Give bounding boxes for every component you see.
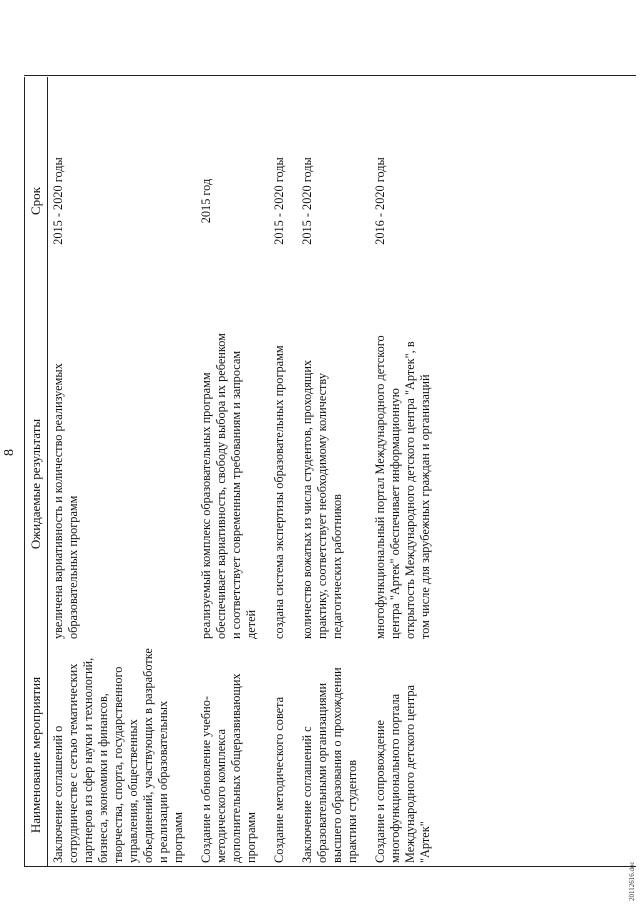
table-row: [297, 77, 370, 867]
expected-result: количество вожатых из числа студентов, проходящих практику, соответствует необходимому количеству педагогических работников: [300, 359, 344, 639]
term: 2016 - 2020 годы: [373, 157, 387, 245]
activity-name: Создание и сопровождение многофункционального портала Международного детского центра "Артек": [373, 685, 432, 863]
expected-result: увеличена вариативность и количество реализуемых образовательных программ: [51, 363, 80, 639]
activities-table: [24, 77, 443, 867]
activity-name: Заключение соглашений о сотрудничестве с сетью тематических партнеров из сфер науки и технологий, бизнеса, экономики и финансов, творчества, спорта, государственного управления, общественных объединений, участвующих в разработке и реализации образовательных программ: [51, 648, 185, 863]
expected-result: реализуемый комплекс образовательных программ обеспечивает вариативность, свободу выбора их ребенком и соответствует современным требованиям и запросам детей: [199, 333, 258, 639]
header-name: Наименование мероприятия: [25, 643, 48, 867]
page-number: 8: [2, 449, 17, 456]
expected-result: многофункциональный портал Международного детского центра "Артек" обеспечивает информационную открытость Международного детского центра "Артек", в том числе для зарубежных граждан и организаций: [373, 335, 432, 639]
activity-name: Создание методического совета: [272, 696, 286, 863]
table-header-row: [25, 77, 48, 867]
table-row: [269, 77, 297, 867]
expected-result: создана система экспертизы образовательных программ: [272, 345, 286, 639]
header-results: Ожидаемые результаты: [25, 325, 48, 643]
activity-name: Создание и обновление учебно-методического комплекса дополнительных общеразвивающих программ: [199, 673, 258, 863]
table-row: [196, 77, 269, 867]
term: 2015 - 2020 годы: [51, 157, 65, 245]
header-term: Срок: [25, 77, 48, 325]
term: 2015 - 2020 годы: [300, 157, 314, 245]
activity-name: Заключение соглашений с образовательными организациями высшего образования о прохождении практики студентов: [300, 667, 359, 863]
term: 2015 - 2020 годы: [272, 157, 286, 245]
table-row: [48, 77, 197, 867]
term: 2015 год: [199, 178, 213, 224]
table-row: [370, 77, 443, 867]
document-file-id: 20112616.doc: [628, 861, 636, 901]
